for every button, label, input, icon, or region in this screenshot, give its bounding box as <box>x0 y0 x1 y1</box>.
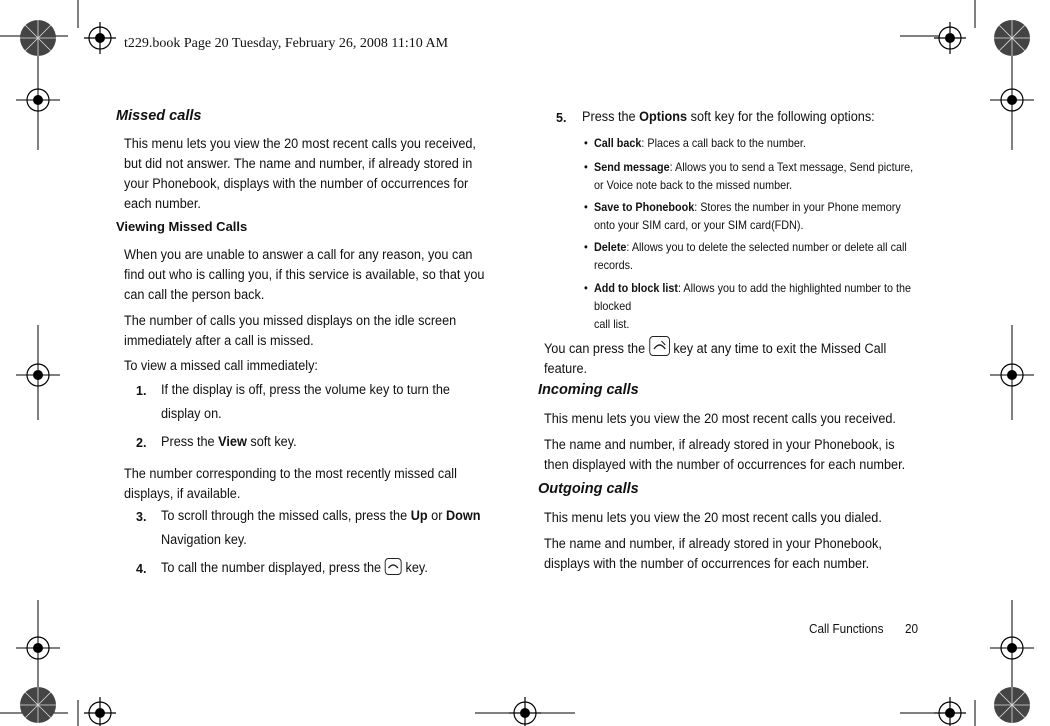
step-2-number: 2. <box>136 436 147 450</box>
outgoing-para-2: The name and number, if already stored in your Phonebook, displays with the number of occurrences for each number. <box>544 536 882 571</box>
outgoing-para-1: This menu lets you view the 20 most recent calls you dialed. <box>544 510 882 525</box>
option-add-to-block-list: Add to block list: Allows you to add the highlighted number to the blocked call list. <box>594 281 911 331</box>
option-bullet: • <box>584 200 588 214</box>
option-send-message: Send message: Allows you to send a Text message, Send picture, or Voice note back to the missed number. <box>594 160 914 192</box>
step-1-text: If the display is off, press the volume key to turn the display on. <box>161 382 450 421</box>
missed-calls-heading: Missed calls <box>116 108 202 124</box>
exit-note: You can press the key at any time to exit the Missed Call feature. <box>544 336 939 379</box>
send-key-icon <box>385 558 402 575</box>
option-save-to-phonebook: Save to Phonebook: Stores the number in your Phone memory onto your SIM card, or your SIM card(FDN). <box>594 200 901 232</box>
missed-calls-intro: This menu lets you view the 20 most recent calls you received, but did not answer. The name and number, if already stored in your Phonebook, displays with the number of occurrences for each number. <box>124 136 476 211</box>
step-3-number: 3. <box>136 510 147 524</box>
option-delete: Delete: Allows you to delete the selected number or delete all call records. <box>594 240 907 272</box>
viewing-para-3: To view a missed call immediately: <box>124 358 318 373</box>
outgoing-calls-heading: Outgoing calls <box>538 481 639 497</box>
viewing-para-1: When you are unable to answer a call for any reason, you can find out who is calling you, if this service is available, so that you can call the person back. <box>124 247 485 302</box>
page-number: 20 <box>905 622 919 636</box>
option-call-back: Call back: Places a call back to the number. <box>594 136 806 150</box>
viewing-para-4: The number corresponding to the most recently missed call displays, if available. <box>124 466 457 501</box>
option-bullet: • <box>584 136 588 150</box>
step-3-text: To scroll through the missed calls, press the Up or Down Navigation key. <box>161 508 481 547</box>
incoming-para-1: This menu lets you view the 20 most recent calls you received. <box>544 411 896 426</box>
footer-section: Call Functions <box>809 622 884 636</box>
option-bullet: • <box>584 281 588 295</box>
step-5-text: Press the Options soft key for the following options: <box>582 109 875 124</box>
step-5-number: 5. <box>556 111 567 125</box>
step-4-text: To call the number displayed, press the key. <box>161 560 428 575</box>
step-2-text: Press the View soft key. <box>161 434 297 449</box>
file-info: t229.book Page 20 Tuesday, February 26, 2008 11:10 AM <box>124 36 449 51</box>
incoming-para-2: The name and number, if already stored in your Phonebook, is then displayed with the number of occurrences for each number. <box>544 437 906 472</box>
step-1-number: 1. <box>136 384 147 398</box>
viewing-para-2: The number of calls you missed displays on the idle screen immediately after a call is missed. <box>124 313 457 348</box>
end-key-icon <box>649 336 670 356</box>
viewing-missed-calls-heading: Viewing Missed Calls <box>116 219 248 234</box>
step-4-number: 4. <box>136 562 147 576</box>
option-bullet: • <box>584 160 588 174</box>
option-bullet: • <box>584 240 588 254</box>
incoming-calls-heading: Incoming calls <box>538 382 639 398</box>
